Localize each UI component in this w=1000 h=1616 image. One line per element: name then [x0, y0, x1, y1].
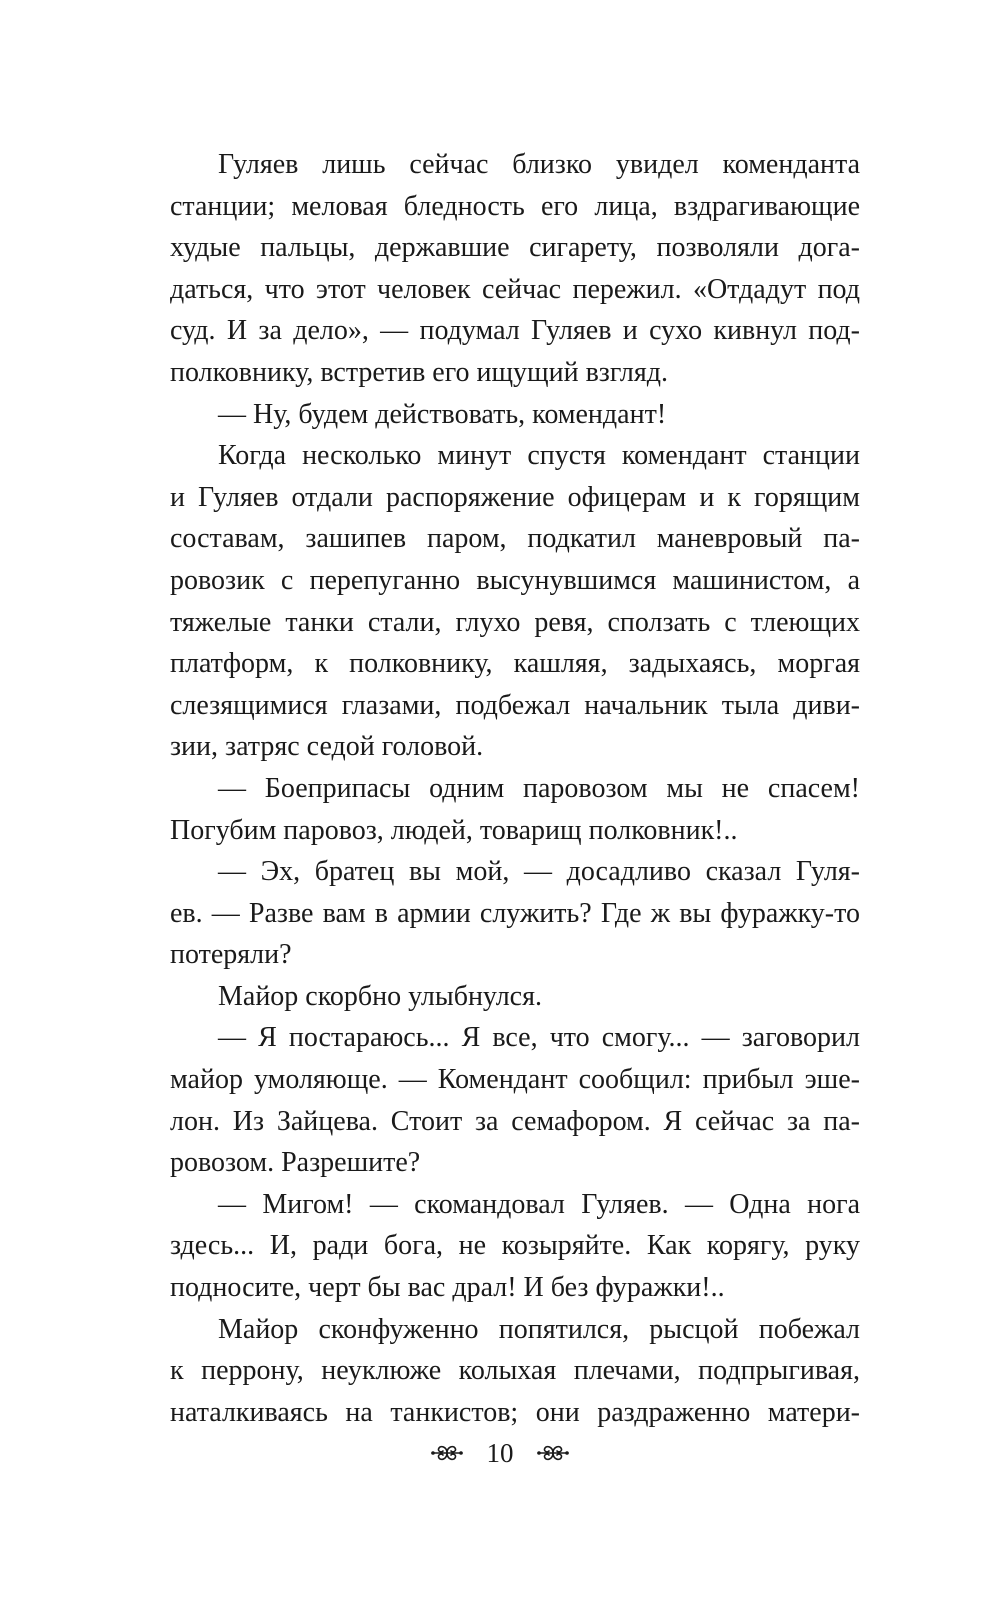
- text-line: к перрону, неуклюже колыхая плечами, подпрыгивая,: [170, 1355, 860, 1387]
- text-line: платформ, к полковнику, кашляя, задыхаясь, моргая: [170, 648, 860, 680]
- text-line: суд. И за дело», — подумал Гуляев и сухо кивнул под-: [170, 315, 860, 347]
- page-footer: [0, 1430, 1000, 1473]
- text-line: составам, зашипев паром, подкатил маневровый па-: [170, 523, 860, 555]
- text-line: здесь... И, ради бога, не козыряйте. Как корягу, руку: [170, 1230, 860, 1262]
- text-line: зии, затряс седой головой.: [170, 731, 484, 763]
- text-line: — Боеприпасы одним паровозом мы не спасем!: [218, 772, 860, 804]
- text-line: наталкиваясь на танкистов; они раздраженно матери-: [170, 1396, 860, 1428]
- text-line: майор умоляюще. — Комендант сообщил: прибыл эше-: [170, 1064, 860, 1096]
- text-line: ев. — Разве вам в армии служить? Где ж вы фуражку-то: [170, 897, 860, 929]
- text-line: Когда несколько минут спустя комендант станции: [218, 440, 860, 472]
- text-line: — Мигом! — скомандовал Гуляев. — Одна нога: [218, 1188, 860, 1220]
- text-line: станции; меловая бледность его лица, вздрагивающие: [170, 190, 860, 222]
- body-text: [170, 144, 860, 1433]
- text-line: ровозом. Разрешите?: [170, 1147, 421, 1179]
- text-line: и Гуляев отдали распоряжение офицерам и к горящим: [170, 481, 860, 513]
- text-line: слезящимися глазами, подбежал начальник тыла диви-: [170, 689, 860, 721]
- text-line: ровозик с перепуганно высунувшимся машинистом, а: [170, 564, 860, 596]
- text-line: полковнику, встретив его ищущий взгляд.: [170, 356, 669, 388]
- page-number: 10: [486, 1437, 514, 1468]
- text-line: Погубим паровоз, людей, товарищ полковник!..: [170, 814, 738, 846]
- text-line: лон. Из Зайцева. Стоит за семафором. Я сейчас за па-: [170, 1105, 860, 1137]
- text-line: худые пальцы, державшие сигарету, позволяли дога-: [170, 232, 860, 264]
- text-line: — Ну, будем действовать, комендант!: [218, 398, 667, 430]
- text-line: потеряли?: [170, 939, 292, 971]
- text-line: подносите, черт бы вас драл! И без фуражки!..: [170, 1272, 725, 1304]
- flourish-ornament-icon: [536, 1440, 570, 1466]
- text-line: Майор сконфуженно попятился, рысцой побежал: [218, 1313, 860, 1345]
- flourish-ornament-icon: [430, 1440, 464, 1466]
- text-line: — Эх, братец вы мой, — досадливо сказал Гуля-: [218, 856, 860, 888]
- text-line: тяжелые танки стали, глухо ревя, сползать с тлеющих: [170, 606, 860, 638]
- text-line: Майор скорбно улыбнулся.: [218, 980, 542, 1012]
- text-line: даться, что этот человек сейчас пережил. «Отдадут под: [170, 273, 860, 305]
- text-line: — Я постараюсь... Я все, что смогу... — заговорил: [218, 1022, 860, 1054]
- text-line: Гуляев лишь сейчас близко увидел коменданта: [218, 149, 860, 180]
